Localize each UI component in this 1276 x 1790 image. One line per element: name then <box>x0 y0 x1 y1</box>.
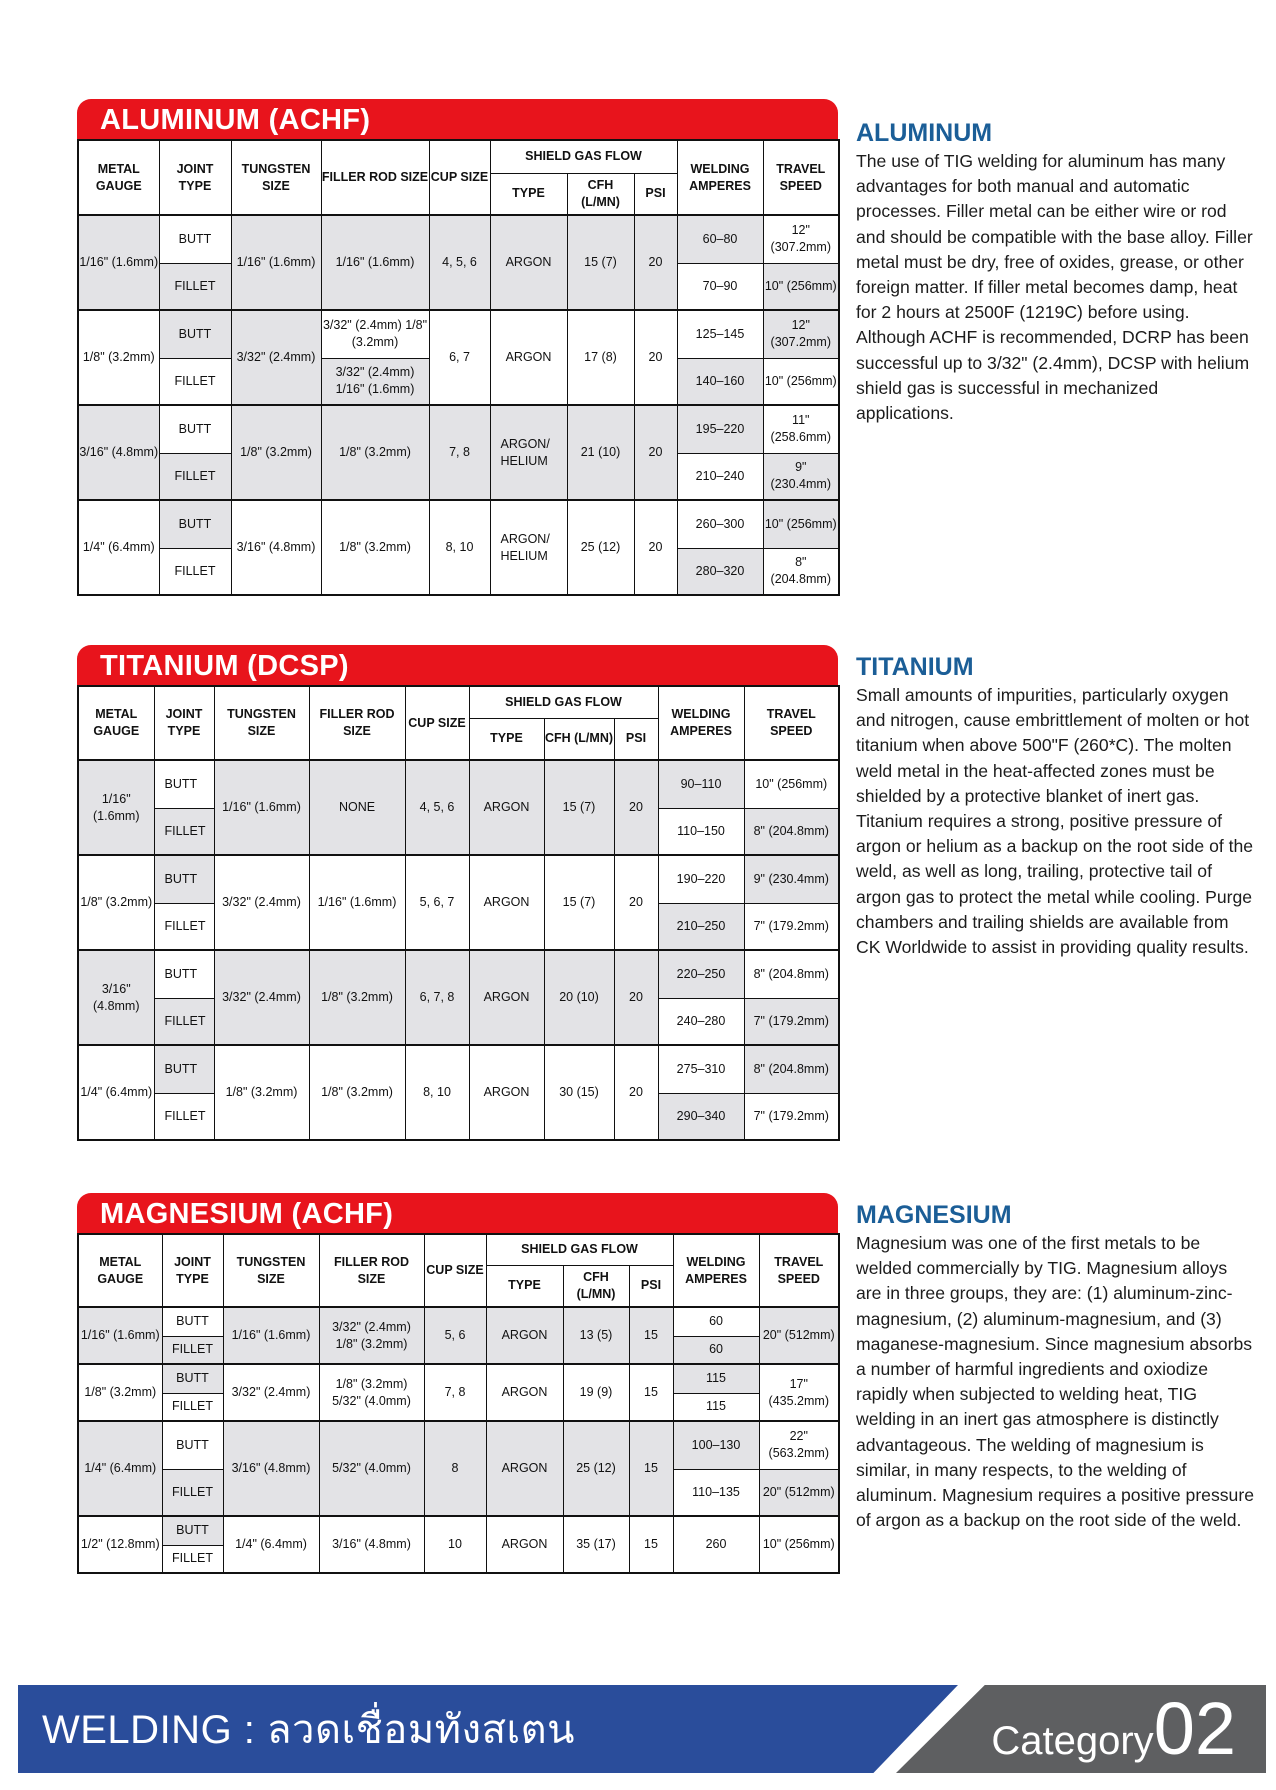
joint-type-cell: FILLET <box>162 1469 223 1516</box>
tungsten-size-cell: 1/16" (1.6mm) <box>231 215 321 310</box>
header-shield-gas-flow: SHIELD GAS FLOW <box>486 1234 673 1265</box>
psi-cell: 15 <box>629 1421 673 1516</box>
table-row <box>78 1364 839 1393</box>
psi-cell: 20 <box>614 950 658 1045</box>
metal-gauge-cell: 1/4" (6.4mm) <box>78 1045 154 1140</box>
joint-type-cell: FILLET <box>154 903 214 950</box>
header-cup-size: CUP SIZE <box>405 686 469 760</box>
joint-type-cell: FILLET <box>162 1393 223 1421</box>
travel-speed-cell: 10" (256mm) <box>763 358 839 405</box>
table-row <box>78 950 839 998</box>
header-joint-type: JOINT TYPE <box>162 1234 223 1307</box>
tungsten-size-cell: 1/4" (6.4mm) <box>223 1516 319 1573</box>
cfh-cell: 15 (7) <box>567 215 634 310</box>
cfh-cell: 20 (10) <box>544 950 614 1045</box>
joint-type-cell: FILLET <box>154 998 214 1045</box>
header-tungsten-size: TUNGSTEN SIZE <box>223 1234 319 1307</box>
joint-type-cell: BUTT <box>162 1307 223 1336</box>
header-metal-gauge: METAL GAUGE <box>78 140 159 215</box>
amperes-cell: 110–135 <box>673 1469 759 1516</box>
cup-size-cell: 5, 6 <box>424 1307 486 1364</box>
psi-cell: 20 <box>614 1045 658 1140</box>
titanium-heading: TITANIUM <box>856 653 974 681</box>
table-row <box>78 500 839 548</box>
header-psi: PSI <box>634 173 677 215</box>
joint-type-cell: BUTT <box>159 310 231 358</box>
category-number: 02 <box>1153 1687 1236 1770</box>
header-cup-size: CUP SIZE <box>429 140 490 215</box>
table-row <box>78 1516 839 1545</box>
travel-speed-cell: 20" (512mm) <box>759 1469 839 1516</box>
amperes-cell: 260 <box>673 1516 759 1573</box>
header-travel-speed: TRAVEL SPEED <box>744 686 839 760</box>
tungsten-size-cell: 1/16" (1.6mm) <box>223 1307 319 1364</box>
travel-speed-cell: 8" (204.8mm) <box>744 808 839 855</box>
header-tungsten-size: TUNGSTEN SIZE <box>214 686 309 760</box>
amperes-cell: 60 <box>673 1307 759 1336</box>
footer-category <box>991 1687 1236 1770</box>
metal-gauge-cell: 1/4" (6.4mm) <box>78 500 159 595</box>
magnesium-description <box>856 1200 1256 1533</box>
tungsten-size-cell: 3/32" (2.4mm) <box>231 310 321 405</box>
psi-cell: 20 <box>634 215 677 310</box>
joint-type-cell: FILLET <box>162 1336 223 1364</box>
gas-type-cell: ARGON <box>469 1045 544 1140</box>
aluminum-paragraph: The use of TIG welding for aluminum has many advantages for both manual and automatic processes. Filler metal can be either wire or rod and should be compatible with the base alloy. Filler metal must be dry, free of oxides, grease, or other foreign matter. If filler metal becomes damp, heat for 2 hours at 2500F (1219C) before using. Although ACHF is recommended, DCRP has been successful up to 3/32" (2.4mm), DCSP with helium shield gas is successful in mechanized applications. <box>856 151 1253 424</box>
header-filler-rod-size: FILLER ROD SIZE <box>321 140 429 215</box>
travel-speed-cell: 20" (512mm) <box>759 1307 839 1364</box>
gas-type-cell: ARGON <box>486 1364 563 1421</box>
header-joint-type: JOINT TYPE <box>154 686 214 760</box>
cfh-cell: 15 (7) <box>544 855 614 950</box>
joint-type-cell: BUTT <box>159 500 231 548</box>
header-cup-size: CUP SIZE <box>424 1234 486 1307</box>
metal-gauge-cell: 1/8" (3.2mm) <box>78 310 159 405</box>
table-row <box>78 855 839 903</box>
travel-speed-cell: 8" (204.8mm) <box>763 548 839 595</box>
gas-type-cell: ARGON <box>486 1307 563 1364</box>
amperes-cell: 110–150 <box>658 808 744 855</box>
titanium-description <box>856 652 1256 960</box>
joint-type-cell: FILLET <box>162 1545 223 1573</box>
amperes-cell: 90–110 <box>658 760 744 808</box>
filler-rod-cell: 5/32" (4.0mm) <box>319 1421 424 1516</box>
gas-type-cell: ARGON <box>469 950 544 1045</box>
gas-type-cell: ARGON/ HELIUM <box>490 500 567 595</box>
amperes-cell: 60–80 <box>677 215 763 263</box>
amperes-cell: 115 <box>673 1393 759 1421</box>
amperes-cell: 60 <box>673 1336 759 1364</box>
joint-type-cell: FILLET <box>159 358 231 405</box>
joint-type-cell: FILLET <box>159 453 231 500</box>
header-welding-amperes: WELDING AMPERES <box>673 1234 759 1307</box>
filler-rod-cell: 3/16" (4.8mm) <box>319 1516 424 1573</box>
cfh-cell: 25 (12) <box>567 500 634 595</box>
filler-rod-cell: 3/32" (2.4mm) 1/8" (3.2mm) <box>321 310 429 358</box>
metal-gauge-cell: 1/2" (12.8mm) <box>78 1516 162 1573</box>
amperes-cell: 280–320 <box>677 548 763 595</box>
joint-type-cell: BUTT <box>154 1045 214 1093</box>
header-metal-gauge: METAL GAUGE <box>78 686 154 760</box>
amperes-cell: 275–310 <box>658 1045 744 1093</box>
header-cfh: CFH (L/MN) <box>567 173 634 215</box>
cup-size-cell: 5, 6, 7 <box>405 855 469 950</box>
travel-speed-cell: 7" (179.2mm) <box>744 998 839 1045</box>
joint-type-cell: FILLET <box>154 1093 214 1140</box>
joint-type-cell: BUTT <box>154 855 214 903</box>
magnesium-spec-table <box>77 1233 840 1574</box>
filler-rod-cell: 3/32" (2.4mm) 1/8" (3.2mm) <box>319 1307 424 1364</box>
travel-speed-cell: 9" (230.4mm) <box>763 453 839 500</box>
table-row <box>78 405 839 453</box>
psi-cell: 20 <box>614 855 658 950</box>
joint-type-cell: FILLET <box>154 808 214 855</box>
aluminum-spec-table <box>77 139 840 596</box>
titanium-table-block <box>77 645 838 1141</box>
table-row <box>78 1421 839 1469</box>
joint-type-cell: BUTT <box>162 1516 223 1545</box>
amperes-cell: 70–90 <box>677 263 763 310</box>
joint-type-cell: BUTT <box>159 405 231 453</box>
gas-type-cell: ARGON/ HELIUM <box>490 405 567 500</box>
metal-gauge-cell: 3/16" (4.8mm) <box>78 405 159 500</box>
cfh-cell: 25 (12) <box>563 1421 629 1516</box>
metal-gauge-cell: 3/16" (4.8mm) <box>78 950 154 1045</box>
amperes-cell: 210–250 <box>658 903 744 950</box>
cup-size-cell: 10 <box>424 1516 486 1573</box>
travel-speed-cell: 10" (256mm) <box>759 1516 839 1573</box>
metal-gauge-cell: 1/16" (1.6mm) <box>78 760 154 855</box>
tungsten-size-cell: 3/16" (4.8mm) <box>231 500 321 595</box>
travel-speed-cell: 12" (307.2mm) <box>763 310 839 358</box>
tungsten-size-cell: 1/8" (3.2mm) <box>214 1045 309 1140</box>
cup-size-cell: 4, 5, 6 <box>405 760 469 855</box>
amperes-cell: 195–220 <box>677 405 763 453</box>
metal-gauge-cell: 1/16" (1.6mm) <box>78 215 159 310</box>
amperes-cell: 190–220 <box>658 855 744 903</box>
cfh-cell: 35 (17) <box>563 1516 629 1573</box>
table-row <box>78 760 839 808</box>
header-welding-amperes: WELDING AMPERES <box>658 686 744 760</box>
filler-rod-cell: NONE <box>309 760 405 855</box>
travel-speed-cell: 10" (256mm) <box>763 500 839 548</box>
filler-rod-cell: 3/32" (2.4mm) 1/16" (1.6mm) <box>321 358 429 405</box>
travel-speed-cell: 11" (258.6mm) <box>763 405 839 453</box>
tungsten-size-cell: 3/16" (4.8mm) <box>223 1421 319 1516</box>
header-gas-type: TYPE <box>469 718 544 760</box>
tungsten-size-cell: 3/32" (2.4mm) <box>214 950 309 1045</box>
metal-gauge-cell: 1/16" (1.6mm) <box>78 1307 162 1364</box>
cup-size-cell: 8 <box>424 1421 486 1516</box>
psi-cell: 20 <box>634 405 677 500</box>
filler-rod-cell: 1/16" (1.6mm) <box>309 855 405 950</box>
cfh-cell: 30 (15) <box>544 1045 614 1140</box>
amperes-cell: 100–130 <box>673 1421 759 1469</box>
filler-rod-cell: 1/16" (1.6mm) <box>321 215 429 310</box>
aluminum-table-block <box>77 99 838 596</box>
joint-type-cell: BUTT <box>154 950 214 998</box>
metal-gauge-cell: 1/8" (3.2mm) <box>78 1364 162 1421</box>
cup-size-cell: 8, 10 <box>405 1045 469 1140</box>
gas-type-cell: ARGON <box>486 1516 563 1573</box>
travel-speed-cell: 17" (435.2mm) <box>759 1364 839 1421</box>
tungsten-size-cell: 3/32" (2.4mm) <box>223 1364 319 1421</box>
table-row <box>78 310 839 358</box>
header-tungsten-size: TUNGSTEN SIZE <box>231 140 321 215</box>
travel-speed-cell: 9" (230.4mm) <box>744 855 839 903</box>
psi-cell: 15 <box>629 1307 673 1364</box>
cup-size-cell: 6, 7, 8 <box>405 950 469 1045</box>
filler-rod-cell: 1/8" (3.2mm) <box>309 950 405 1045</box>
cfh-cell: 19 (9) <box>563 1364 629 1421</box>
cup-size-cell: 8, 10 <box>429 500 490 595</box>
joint-type-cell: FILLET <box>159 263 231 310</box>
amperes-cell: 140–160 <box>677 358 763 405</box>
tungsten-size-cell: 1/16" (1.6mm) <box>214 760 309 855</box>
amperes-cell: 240–280 <box>658 998 744 1045</box>
header-cfh: CFH (L/MN) <box>563 1265 629 1307</box>
travel-speed-cell: 8" (204.8mm) <box>744 1045 839 1093</box>
filler-rod-cell: 1/8" (3.2mm) 5/32" (4.0mm) <box>319 1364 424 1421</box>
joint-type-cell: BUTT <box>162 1364 223 1393</box>
joint-type-cell: BUTT <box>162 1421 223 1469</box>
psi-cell: 15 <box>629 1516 673 1573</box>
travel-speed-cell: 10" (256mm) <box>763 263 839 310</box>
table-row <box>78 1307 839 1336</box>
category-label: Category <box>991 1719 1154 1763</box>
travel-speed-cell: 8" (204.8mm) <box>744 950 839 998</box>
header-joint-type: JOINT TYPE <box>159 140 231 215</box>
header-gas-type: TYPE <box>490 173 567 215</box>
tungsten-size-cell: 3/32" (2.4mm) <box>214 855 309 950</box>
magnesium-paragraph: Magnesium was one of the first metals to be welded commercially by TIG. Magnesium alloys are in three groups, they are: (1) aluminum-zinc-magnesium, (2) aluminum-magnesium, and (3) maganese-magnesium. Since magnesium absorbs a number of harmful ingredients and oxiodize rapidly when subjected to welding heat, TIG welding in an inert gas atmosphere is distinctly advantageous. The welding of magnesium is similar, in many respects, to the welding of aluminum. Magnesium requires a positive pressure of argon as a backup on the root side of the weld. <box>856 1233 1254 1531</box>
metal-gauge-cell: 1/8" (3.2mm) <box>78 855 154 950</box>
cfh-cell: 13 (5) <box>563 1307 629 1364</box>
header-gas-type: TYPE <box>486 1265 563 1307</box>
gas-type-cell: ARGON <box>490 310 567 405</box>
magnesium-table-block <box>77 1193 838 1574</box>
table-row <box>78 1045 839 1093</box>
header-welding-amperes: WELDING AMPERES <box>677 140 763 215</box>
aluminum-heading: ALUMINUM <box>856 119 993 147</box>
amperes-cell: 125–145 <box>677 310 763 358</box>
titanium-table-title: TITANIUM (DCSP) <box>77 645 838 685</box>
amperes-cell: 115 <box>673 1364 759 1393</box>
titanium-paragraph: Small amounts of impurities, particularly oxygen and nitrogen, cause embrittlement of molten or hot titanium when above 500"F (260*C). The molten weld metal in the heat-affected zones must be shielded by a protective blanket of inert gas. Titanium requires a strong, positive pressure of argon or helium as a backup on the root side of the weld, as well as long, trailing, protective tail of argon gas to protect the metal while cooling. Purge chambers and trailing shields are available from CK Worldwide to assist in providing quality results. <box>856 685 1254 958</box>
amperes-cell: 260–300 <box>677 500 763 548</box>
travel-speed-cell: 12" (307.2mm) <box>763 215 839 263</box>
header-travel-speed: TRAVEL SPEED <box>763 140 839 215</box>
psi-cell: 20 <box>634 310 677 405</box>
travel-speed-cell: 22" (563.2mm) <box>759 1421 839 1469</box>
header-filler-rod-size: FILLER ROD SIZE <box>319 1234 424 1307</box>
gas-type-cell: ARGON <box>490 215 567 310</box>
cup-size-cell: 7, 8 <box>424 1364 486 1421</box>
cfh-cell: 15 (7) <box>544 760 614 855</box>
psi-cell: 15 <box>629 1364 673 1421</box>
filler-rod-cell: 1/8" (3.2mm) <box>309 1045 405 1140</box>
titanium-spec-table <box>77 685 840 1141</box>
cup-size-cell: 7, 8 <box>429 405 490 500</box>
gas-type-cell: ARGON <box>486 1421 563 1516</box>
gas-type-cell: ARGON <box>469 760 544 855</box>
header-shield-gas-flow: SHIELD GAS FLOW <box>490 140 677 173</box>
aluminum-table-title: ALUMINUM (ACHF) <box>77 99 838 139</box>
cup-size-cell: 4, 5, 6 <box>429 215 490 310</box>
amperes-cell: 220–250 <box>658 950 744 998</box>
travel-speed-cell: 7" (179.2mm) <box>744 903 839 950</box>
cfh-cell: 21 (10) <box>567 405 634 500</box>
header-cfh: CFH (L/MN) <box>544 718 614 760</box>
travel-speed-cell: 7" (179.2mm) <box>744 1093 839 1140</box>
joint-type-cell: BUTT <box>159 215 231 263</box>
amperes-cell: 210–240 <box>677 453 763 500</box>
cfh-cell: 17 (8) <box>567 310 634 405</box>
amperes-cell: 290–340 <box>658 1093 744 1140</box>
header-psi: PSI <box>629 1265 673 1307</box>
joint-type-cell: FILLET <box>159 548 231 595</box>
header-filler-rod-size: FILLER ROD SIZE <box>309 686 405 760</box>
tungsten-size-cell: 1/8" (3.2mm) <box>231 405 321 500</box>
metal-gauge-cell: 1/4" (6.4mm) <box>78 1421 162 1516</box>
joint-type-cell: BUTT <box>154 760 214 808</box>
psi-cell: 20 <box>634 500 677 595</box>
table-row <box>78 215 839 263</box>
magnesium-table-title: MAGNESIUM (ACHF) <box>77 1193 838 1233</box>
psi-cell: 20 <box>614 760 658 855</box>
filler-rod-cell: 1/8" (3.2mm) <box>321 500 429 595</box>
filler-rod-cell: 1/8" (3.2mm) <box>321 405 429 500</box>
aluminum-description <box>856 118 1256 426</box>
header-psi: PSI <box>614 718 658 760</box>
cup-size-cell: 6, 7 <box>429 310 490 405</box>
travel-speed-cell: 10" (256mm) <box>744 760 839 808</box>
magnesium-heading: MAGNESIUM <box>856 1201 1012 1229</box>
header-shield-gas-flow: SHIELD GAS FLOW <box>469 686 658 718</box>
header-travel-speed: TRAVEL SPEED <box>759 1234 839 1307</box>
gas-type-cell: ARGON <box>469 855 544 950</box>
footer-title: WELDING : ลวดเชื่อมทังสเตน <box>42 1708 575 1752</box>
header-metal-gauge: METAL GAUGE <box>78 1234 162 1307</box>
